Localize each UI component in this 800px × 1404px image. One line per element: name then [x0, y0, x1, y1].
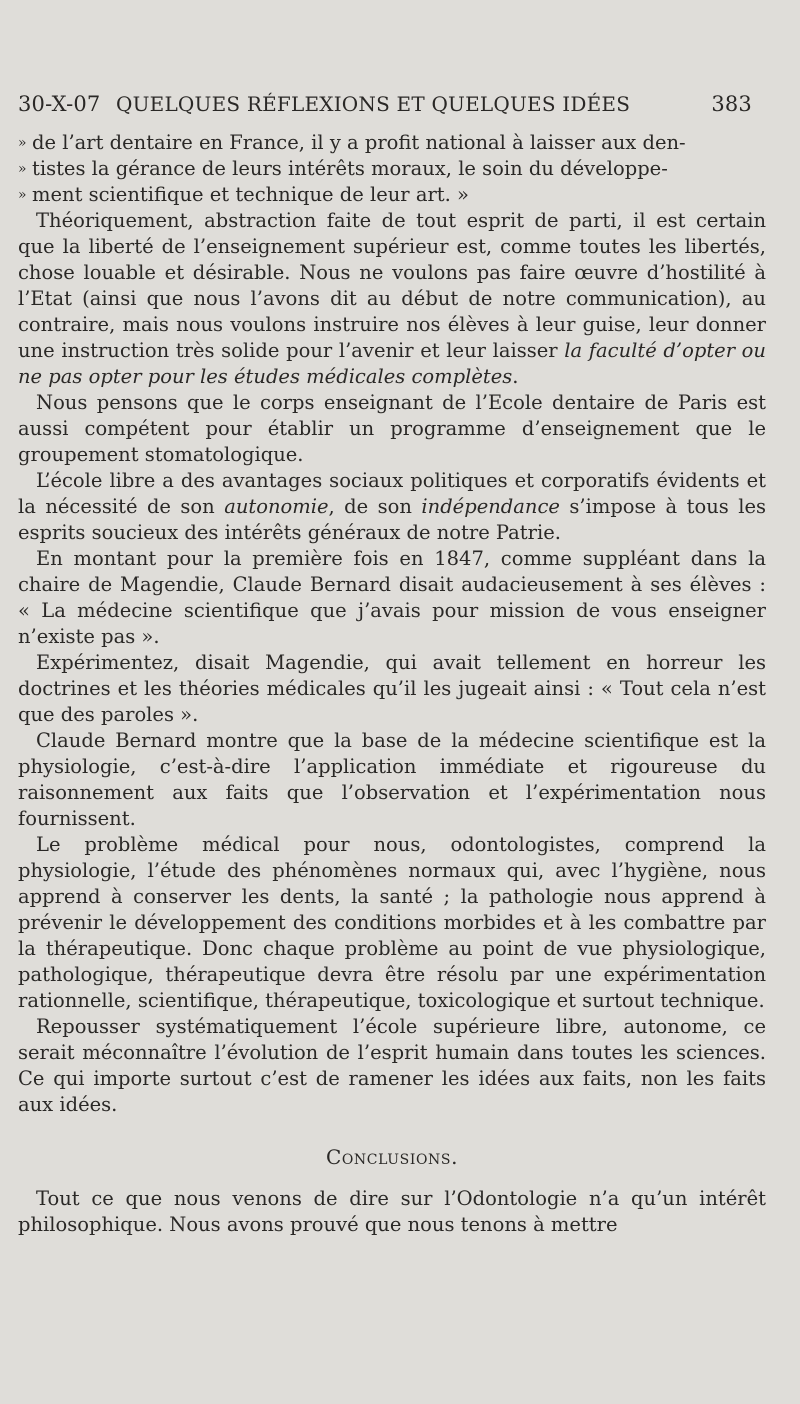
paragraph: Claude Bernard montre que la base de la médecine scientifique est la physiologie, c’est-à-dire l’application immédiate et rigoureuse du raisonnement aux faits que l’observation et l’expérimentation nous fournissent. — [18, 729, 766, 830]
paragraph: Repousser systématiquement l’école supérieure libre, autonome, ce serait méconnaître l’évolution de l’esprit humain dans toutes les sciences. Ce qui importe surtout c’est de ramener les idées aux faits, non les faits aux idées. — [18, 1015, 766, 1116]
quote-mark: » — [18, 187, 27, 203]
paragraph: Le problème médical pour nous, odontologistes, comprend la physiologie, l’étude des phénomènes normaux qui, avec l’hygiène, nous apprend à conserver les dents, la santé ; la pathologie nous apprend à prévenir le développement des conditions morbides et à les combattre par la thérapeutique. Donc chaque problème au point de vue physiologique, pathologique, thérapeutique devra être résolu par une expérimentation rationnelle, scientifique, thérapeutique, toxicologique et surtout technique. — [18, 833, 766, 1012]
section-heading: Conclusions. — [325, 1145, 459, 1169]
paragraph: Tout ce que nous venons de dire sur l’Odontologie n’a qu’un intérêt philosophique. Nous avons prouvé que nous tenons à mettre — [18, 1187, 766, 1236]
quote-line-text: de l’art dentaire en France, il y a profit national à laisser aux den- — [32, 131, 686, 154]
paragraph — [18, 468, 766, 546]
header-date: 30-X-07 — [18, 92, 101, 116]
quote-line — [18, 130, 766, 156]
header-title: QUELQUES RÉFLEXIONS ET QUELQUES IDÉES — [116, 92, 631, 116]
quote-mark: » — [18, 161, 27, 177]
emphasized-text: indépendance — [421, 495, 560, 518]
paragraph-text: , de son — [328, 495, 422, 518]
emphasized-text: la faculté d’opter ou ne pas opter pour les études médicales complètes — [18, 339, 766, 388]
running-header — [18, 92, 766, 130]
quote-line — [18, 156, 766, 182]
page-body — [18, 130, 766, 1238]
paragraph-text: L’école libre a des avantages sociaux politiques et corporatifs évidents et la nécessité de son — [18, 469, 766, 518]
quote-line — [18, 182, 766, 208]
quote-mark: » — [18, 135, 27, 151]
quote-line-text: tistes la gérance de leurs intérêts moraux, le soin du développe- — [32, 157, 668, 180]
paragraph: En montant pour la première fois en 1847, comme suppléant dans la chaire de Magendie, Claude Bernard disait audacieusement à ses élèves : « La médecine scientifique que j’avais pour mission de vous enseigner n’existe pas ». — [18, 547, 766, 648]
quote-line-text: ment scientifique et technique de leur art. » — [32, 183, 469, 206]
paragraph-text: Théoriquement, abstraction faite de tout esprit de parti, il est certain que la liberté de l’enseignement supérieur est, comme toutes les libertés, chose louable et désirable. Nous ne voulons pas faire œuvre d’hostilité à l’Etat (ainsi que nous l’avons dit au début de notre communication), au contraire, mais nous voulons instruire nos élèves à leur guise, leur donner une instruction très solide pour l’avenir et leur laisser — [18, 209, 766, 362]
paragraph: Nous pensons que le corps enseignant de l’Ecole dentaire de Paris est aussi compétent pour établir un programme d’enseignement que le groupement stomatologique. — [18, 391, 766, 466]
paragraph-text: . — [512, 365, 519, 388]
emphasized-text: autonomie — [224, 495, 329, 518]
paragraph — [18, 208, 766, 390]
paragraph: Expérimentez, disait Magendie, qui avait tellement en horreur les doctrines et les théories médicales qu’il les jugeait ainsi : « Tout cela n’est que des paroles ». — [18, 651, 766, 726]
page-number: 383 — [711, 92, 752, 116]
paragraph-text: s’impose à tous les esprits soucieux des intérêts généraux de notre Patrie. — [18, 495, 766, 544]
